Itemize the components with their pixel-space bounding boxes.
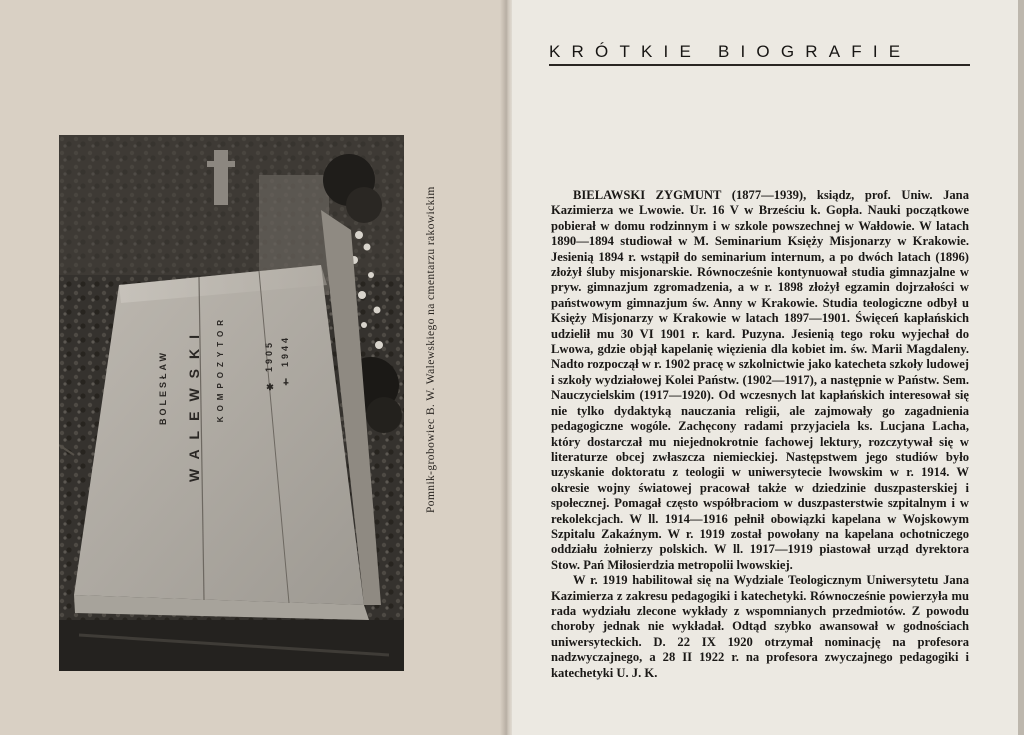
- title-rule: [549, 64, 970, 66]
- inscription-death-date: ✝ 1944: [280, 335, 290, 386]
- page-edge: [1018, 0, 1024, 735]
- inscription-name-line: BOLESŁAW: [158, 350, 168, 425]
- photo-caption: Pomnik-grobowiec B. W. Walewskiego na cmentarzu rakowickim: [425, 186, 437, 514]
- inscription-birth-date: ✱ 1905: [264, 340, 274, 391]
- section-title: KRÓTKIE BIOGRAFIE: [549, 42, 912, 61]
- left-page: [0, 0, 508, 735]
- biography-paragraph: BIELAWSKI ZYGMUNT (1877—1939), ksiądz, prof. Uniw. Jana Kazimierza we Lwowie. Ur. 16 V w Brześciu k. Gopła. Nauki początkowe pobierał w domu rodzinnym i w szkole powszechnej w Wałdowie. W latach 1890—1894 studiował w M. Seminarium Księży Misjonarzy w Krakowie. Jesienią 1894 r. wstąpił do seminarium internum, a po dwóch latach (1896) złożył śluby misjonarskie. Równocześnie kontynuował studia gimnazjalne w pryw. gimnazjum zgromadzenia, a w r. 1898 złożył egzamin dojrzałości w państwowym gimnazjum św. Anny w Krakowie. Studia teologiczne odbył u Księży Misjonarzy w Krakowie w latach 1897—1901. Święceń kapłańskich udzielił mu 30 VI 1901 r. kard. Puzyna. Jesienią tego roku wyjechał do Lwowa, gdzie objął kapelanię więzienia dla kobiet im. św. Marii Magdaleny. Nadto rozpoczął w r. 1902 pracę w szkolnictwie jako katecheta szkoły ludowej i szkoły wydziałowej Kolei Państw. (1902—1917), a następnie w Państw. Sem. Nauczycielskim (1917—1920). Od wczesnych lat kapłańskich interesował się nie tylko dydaktyką nauczania religii, ale zajmowały go zagadnienia pedagogiczne wogóle. Zachęcony radami przyjaciela ks. Lucjana Lacha, który dostarczał mu niejednokrotnie fachowej lektury, rozczytywał się w literaturze obcej zwłaszcza niemieckiej. Następstwem jego studiów było uzyskanie doktoratu z teologii w uniwersytecie lwowskim w r. 1914. W okresie wojny światowej pracował także w dziedzinie duszpasterskiej i społecznej. Pomagał często współbraciom w duszpasterstwie szpitalnym i w rekolekcjach. W ll. 1914—1916 pełnił obowiązki kapelana w Wojskowym Szpitalu Zakaźnym. W r. 1919 został powołany na kapelana ochotniczego oddziału żołnierzy polskich. W ll. 1917—1919 piastował urząd dyrektora Stow. Pań Miłosierdzia metropolii lwowskiej.: [551, 188, 969, 572]
- inscription-surname-line: WALEWSKI: [186, 325, 202, 482]
- inscription-profession-line: KOMPOZYTOR: [216, 315, 225, 423]
- biography-paragraph: W r. 1919 habilitował się na Wydziale Teologicznym Uniwersytetu Jana Kazimierza z zakresu pedagogiki i katechetyki. Równocześnie powierzyła mu rada wydziału zlecone wykłady z wspomnianych przedmiotów. Z powodu choroby jednak nie wykładał. Odtąd szybko awansował w godnościach uniwersyteckich. D. 22 IX 1920 otrzymał nominację na profesora nadzwyczajnego, a 28 II 1922 r. na profesora zwyczajnego pedagogiki i katechetyki U. J. K.: [551, 573, 969, 680]
- tombstone-photo: [59, 135, 404, 671]
- biography-text: [551, 188, 969, 681]
